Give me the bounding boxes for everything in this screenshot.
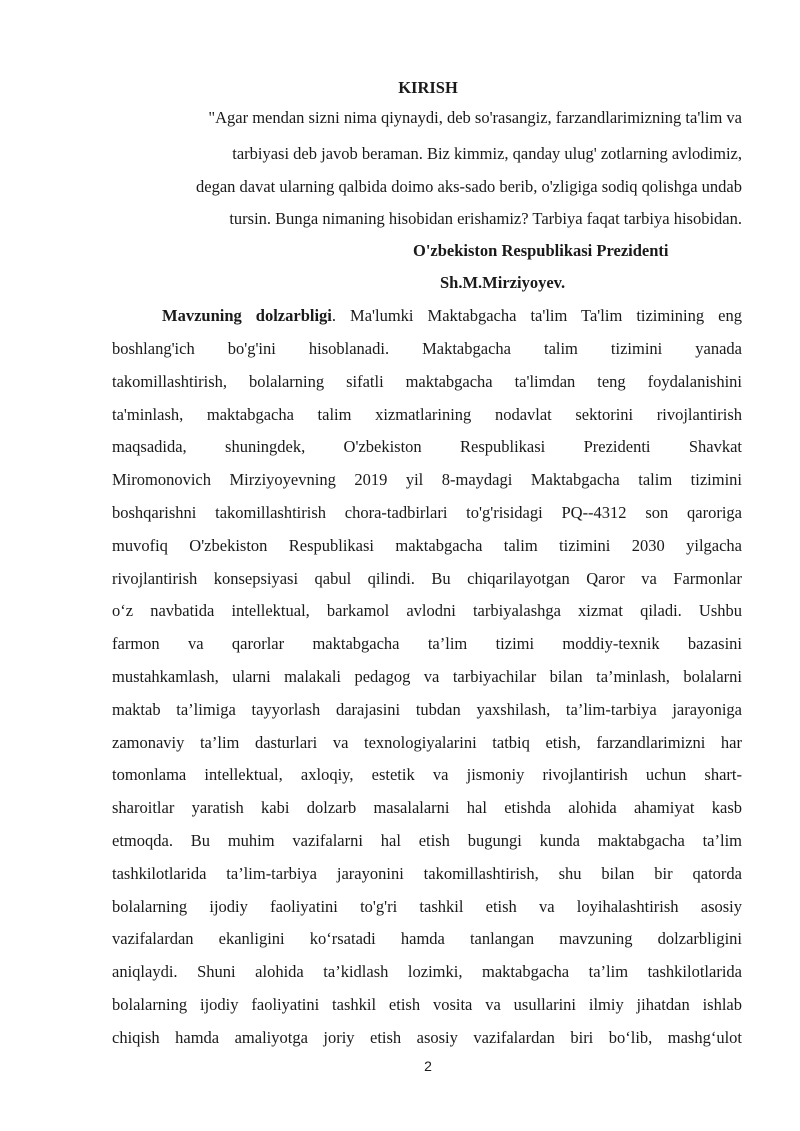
paragraph-first-line xyxy=(162,306,742,326)
paragraph-line: sharoitlar yaratish kabi dolzarb masalalarni hal etishda alohida ahamiyat kasb xyxy=(112,798,742,818)
paragraph-line: maktab ta’limiga tayyorlash darajasini tubdan yaxshilash, ta’lim-tarbiya jarayoniga xyxy=(112,699,742,719)
page-number: 2 xyxy=(424,1058,432,1074)
paragraph-line: bolalarning ijodiy faoliyatini tashkil etish vosita va usullarini ilmiy jihatdan ishlab xyxy=(112,995,742,1014)
paragraph-line: farmon va qarorlar maktabgacha ta’lim tizimi moddiy-texnik bazasini xyxy=(112,634,742,654)
paragraph-line: zamonaviy ta’lim dasturlari va texnologiyalarini tatbiq etish, farzandlarimizni har xyxy=(112,732,742,752)
paragraph-line: aniqlaydi. Shuni alohida ta’kidlash lozimki, maktabgacha ta’lim tashkilotlarida xyxy=(112,962,742,982)
paragraph-line: tomonlama intellektual, axloqiy, estetik va jismoniy rivojlantirish uchun shart- xyxy=(112,765,742,785)
paragraph-line: muvofiq O'zbekiston Respublikasi maktabgacha talim tizimini 2030 yilgacha xyxy=(112,535,742,555)
signature-title: O'zbekiston Respublikasi Prezidenti xyxy=(413,241,669,260)
paragraph-line: boshqarishni takomillashtirish chora-tadbirlari to'g'risidagi PQ--4312 son qaroriga xyxy=(112,503,742,522)
paragraph-line: o‘z navbatida intellektual, barkamol avlodni tarbiyalashga xizmat qiladi. Ushbu xyxy=(112,601,742,621)
paragraph-line: chiqish hamda amaliyotga joriy etish asosiy vazifalardan biri bo‘lib, mashg‘ulot xyxy=(112,1027,742,1047)
paragraph-line: ta'minlash, maktabgacha talim xizmatlarining nodavlat sektorini rivojlantirish xyxy=(112,404,742,424)
paragraph-line: rivojlantirish konsepsiyasi qabul qilindi. Bu chiqarilayotgan Qaror va Farmonlar xyxy=(112,568,742,588)
page-heading: KIRISH xyxy=(398,78,458,97)
paragraph-line: tashkilotlarida ta’lim-tarbiya jarayonini takomillashtirish, shu bilan bir qatorda xyxy=(112,863,742,883)
quote-line-4: tursin. Bunga nimaning hisobidan erishamiz? Tarbiya faqat tarbiya hisobidan. xyxy=(229,209,742,228)
paragraph-lead: Mavzuning dolzarbligi xyxy=(162,306,332,325)
quote-line-1: "Agar mendan sizni nima qiynaydi, deb so'rasangiz, farzandlarimizning ta'lim va xyxy=(208,108,742,127)
paragraph-line: mustahkamlash, ularni malakali pedagog va tarbiyachilar bilan ta’minlash, bolalarni xyxy=(112,667,742,686)
paragraph-line: takomillashtirish, bolalarning sifatli maktabgacha ta'limdan teng foydalanishini xyxy=(112,371,742,391)
paragraph-line: boshlang'ich bo'g'ini hisoblanadi. Maktabgacha talim tizimini yanada xyxy=(112,339,742,358)
quote-line-3: degan davat ularning qalbida doimo aks-sado berib, o'zligiga sodiq qolishga undab xyxy=(196,177,742,196)
paragraph-line: vazifalardan ekanligini ko‘rsatadi hamda tanlangan mavzuning dolzarbligini xyxy=(112,929,742,949)
signature-name: Sh.M.Mirziyoyev. xyxy=(440,273,566,292)
paragraph-line: etmoqda. Bu muhim vazifalarni hal etish bugungi kunda maktabgacha ta’lim xyxy=(112,831,742,850)
paragraph-line: Miromonovich Mirziyoyevning 2019 yil 8-maydagi Maktabgacha talim tizimini xyxy=(112,470,742,490)
paragraph-line: maqsadida, shuningdek, O'zbekiston Respublikasi Prezidenti Shavkat xyxy=(112,437,742,457)
quote-line-2: tarbiyasi deb javob beraman. Biz kimmiz, qanday ulug' zotlarning avlodimiz, xyxy=(232,144,742,163)
paragraph-line: bolalarning ijodiy faoliyatini to'g'ri tashkil etish va loyihalashtirish asosiy xyxy=(112,896,742,916)
paragraph-lead-rest: . Ma'lumki Maktabgacha ta'lim Ta'lim tizimining eng xyxy=(331,306,742,325)
